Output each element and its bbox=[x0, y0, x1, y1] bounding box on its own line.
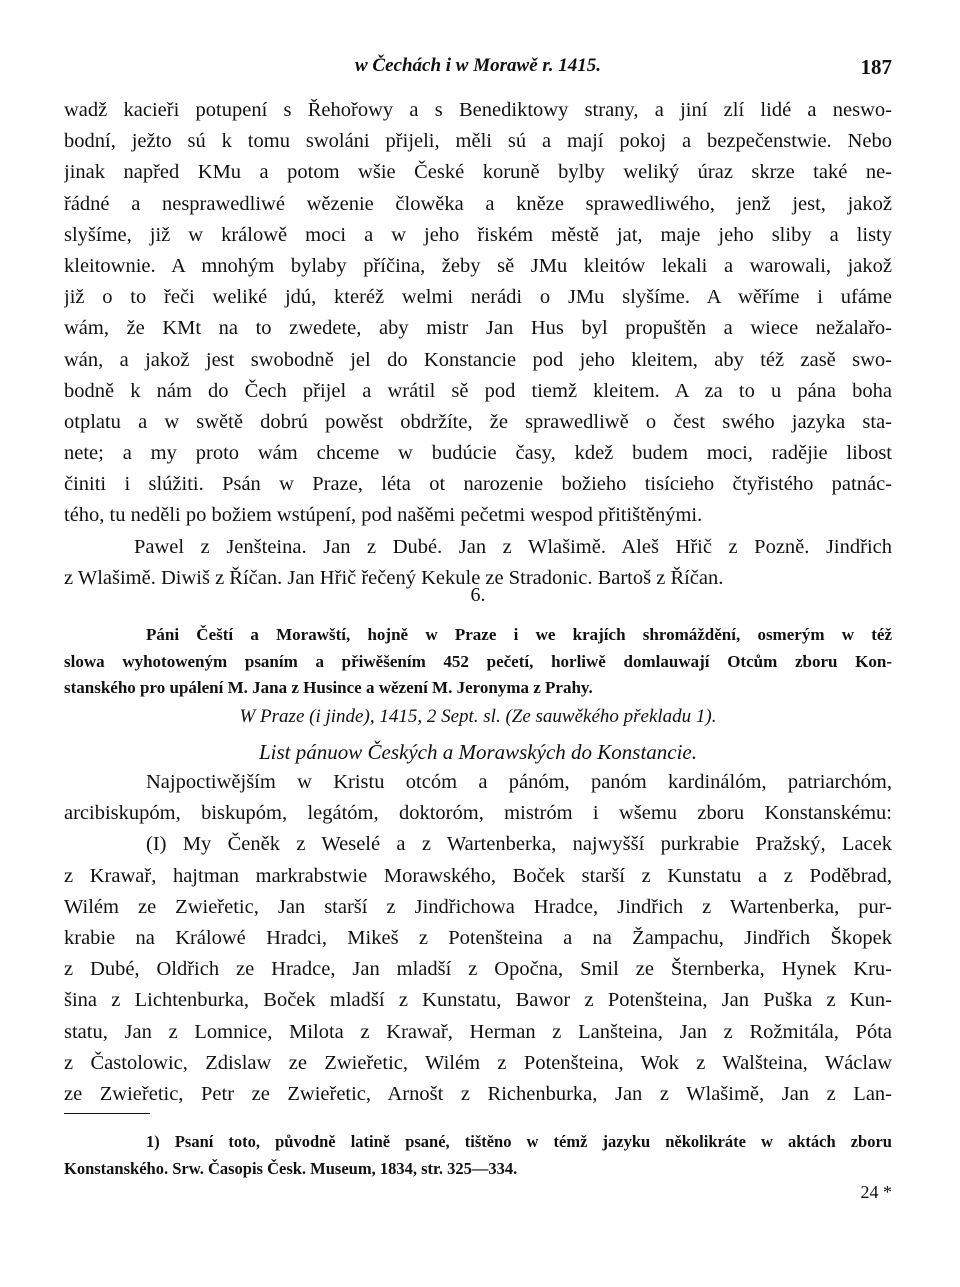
footnote bbox=[64, 1128, 892, 1182]
letter-body bbox=[64, 767, 892, 1110]
signatories-line: Pawel z Jenšteina. Jan z Dubé. Jan z Wlašimě. Aleš Hřič z Pozně. Jindřich bbox=[134, 535, 892, 558]
source-note: W Praze (i jinde), 1415, 2 Sept. sl. (Ze sauwěkého překladu 1). bbox=[239, 706, 717, 727]
summary-line: Páni Čeští a Morawští, hojně w Praze i we krajích shromáždění, osmerým w též bbox=[146, 625, 892, 644]
text-line: bodní, ježto sú k tomu swoláni přijeli, měli sú a mají pokoj a bezpečenstwie. Nebo bbox=[64, 130, 892, 153]
text-line: z Častolowic, Zdislaw ze Zwieřetic, Wilém z Potenšteina, Wok z Walšteina, Wáclaw bbox=[64, 1051, 892, 1074]
text-line: slyšíme, již w králowě moci a w jeho řiském městě jat, maje jeho sliby a listy bbox=[64, 223, 892, 246]
text-line: z Dubé, Oldřich ze Hradce, Jan mladší z Opočna, Smil ze Šternberka, Hynek Kru- bbox=[64, 958, 892, 981]
text-line: jinak napřed KMu a potom wšie České koruně bylby weliký úraz skrze také ne- bbox=[64, 161, 892, 184]
text-line: kleitownie. A mnohým bylaby příčina, žeby sě JMu kleitów lekali a warowali, jakož bbox=[64, 254, 892, 277]
running-title: w Čechách i w Morawě r. 1415. bbox=[355, 55, 601, 76]
signature-mark: 24 * bbox=[860, 1182, 892, 1202]
summary-line: stanského pro upálení M. Jana z Husince a wězení M. Jeronyma z Prahy. bbox=[64, 678, 593, 697]
signatories-line: z Wlašimě. Diwiš z Říčan. Jan Hřič řečený Kekule ze Stradonic. Bartoš z Říčan. bbox=[64, 566, 724, 589]
text-line: wám, že KMt na to zwedete, aby mistr Jan Hus byl propuštěn a wiece nežalařo- bbox=[64, 317, 892, 340]
section-number: 6. bbox=[470, 584, 486, 606]
text-line: ze Zwieřetic, Petr ze Zwieřetic, Arnošt z Richenburka, Jan z Wlašimě, Jan z Lan- bbox=[64, 1082, 892, 1105]
text-line: Wilém ze Zwieřetic, Jan starší z Jindřichowa Hradce, Jindřich z Wartenberka, pur- bbox=[64, 895, 892, 918]
footnote-line: 1) Psaní toto, původně latině psané, tištěno w témž jazyku několikráte w aktách zboru bbox=[146, 1132, 892, 1151]
footnote-rule bbox=[64, 1113, 150, 1114]
text-line: arcibiskupóm, biskupóm, legátóm, doktoróm, mistróm i wšemu zboru Konstanskému: bbox=[64, 802, 892, 825]
letter-title: List pánuow Českých a Morawských do Konstancie. bbox=[258, 740, 698, 764]
page-number: 187 bbox=[860, 55, 892, 79]
text-line: tého, tu neděli po božiem wstúpení, pod našěmi pečetmi wespod přitištěnými. bbox=[64, 504, 703, 527]
text-line: statu, Jan z Lomnice, Milota z Krawař, Herman z Lanšteina, Jan z Rožmitála, Póta bbox=[64, 1020, 892, 1043]
text-line: činiti i slúžiti. Psán w Praze, léta ot narozenie božieho tisícieho čtyřistého patnác- bbox=[64, 473, 892, 496]
text-line: otplatu a w swětě dobrú powěst obdržíte, že sprawedliwě o čest swého jazyka sta- bbox=[64, 410, 892, 433]
document-summary bbox=[64, 622, 892, 702]
text-line: wán, a jakož jest swobodně jel do Konstancie pod jeho kleitem, aby též zasě swo- bbox=[64, 348, 892, 371]
letter-body-continuation bbox=[64, 95, 892, 594]
text-line: bodně k nám do Čech přijel a wrátil sě pod tiemž kleitem. A za to u pána boha bbox=[64, 379, 892, 402]
text-line: šina z Lichtenburka, Boček mladší z Kunstatu, Bawor z Potenšteina, Jan Puška z Kun- bbox=[64, 989, 892, 1012]
text-line: (I) My Čeněk z Weselé a z Wartenberka, najwyšší purkrabie Pražský, Lacek bbox=[146, 833, 892, 856]
text-line: Najpoctiwějším w Kristu otcóm a pánóm, panóm kardinálóm, patriarchóm, bbox=[146, 771, 892, 793]
text-line: již o to řeči weliké jdú, kteréž welmi nerádi o JMu slyšíme. A wěříme i ufáme bbox=[64, 286, 892, 309]
text-line: řádné a nesprawedliwé wězenie člowěka a kněze sprawedliwého, jenž jest, jakož bbox=[64, 192, 892, 215]
text-line: krabie na Králowé Hradci, Mikeš z Potenšteina a na Žampachu, Jindřich Škopek bbox=[64, 926, 892, 949]
text-line: z Krawař, hajtman markrabstwie Morawského, Boček starší z Kunstatu a z Poděbrad, bbox=[64, 864, 892, 887]
running-head bbox=[64, 55, 892, 85]
footnote-line: Konstanského. Srw. Časopis Česk. Museum, 1834, str. 325—334. bbox=[64, 1159, 518, 1178]
text-line: wadž kacieři potupení s Řehořowy a s Benediktowy strany, a jiní zlí lidé a neswo- bbox=[64, 99, 892, 121]
summary-line: slowa wyhotoweným psaním a přiwěšením 452 pečetí, horliwě domlauwají Otcům zboru Kon- bbox=[64, 651, 892, 671]
text-line: nete; a my proto wám chceme w budúcie časy, kdež budem moci, radějie libost bbox=[64, 442, 892, 465]
